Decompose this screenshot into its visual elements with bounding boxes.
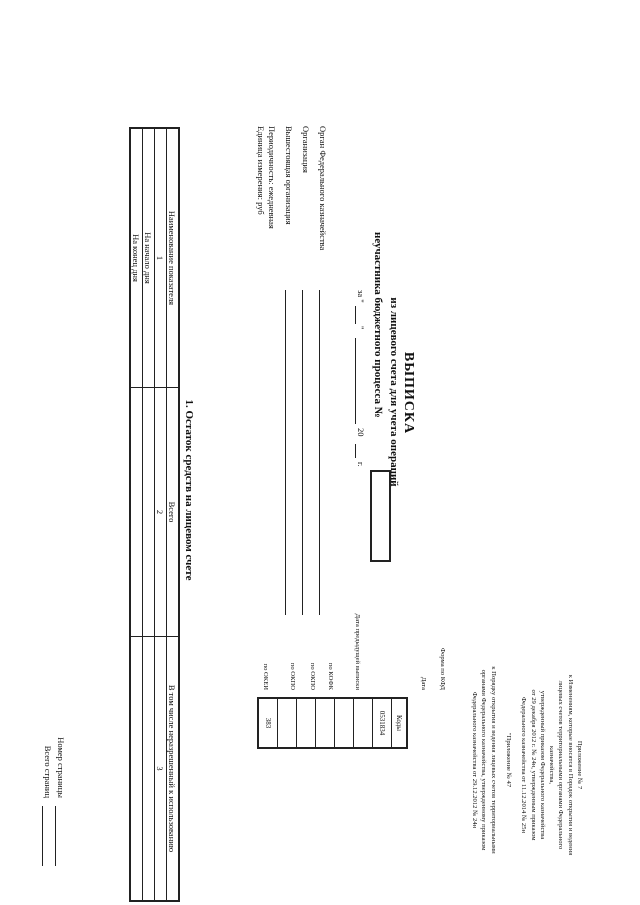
balance-row-label: На начало дня [143,128,155,388]
label-okpo-2: по ОКПО [289,662,296,690]
label-prev-date: Дата предыдущей выписки [354,613,361,690]
process-number-box [370,470,391,562]
date-prefix: за " [356,290,366,303]
code-okei-value: 383 [258,698,278,748]
balance-row-label: На конец дня [130,128,143,388]
date-century: 20 [356,428,366,437]
appendix-47-line: органами Федерального казначейства, утвержденному приказом [480,669,488,851]
field-federal-treasury-body: Орган Федерального казначейства [318,126,328,251]
total-pages-label: Всего страниц [43,745,53,798]
appendix-47-line: к Порядку открытия и ведения лицевых счетов территориальными [489,666,497,854]
total-pages-line [42,806,43,866]
balance-cell [143,637,155,902]
section-1-title: 1. Остаток средств на лицевом счете [183,399,195,581]
federal-treasury-body-line [319,290,320,615]
label-okpo: по ОКПО [309,662,316,690]
field-periodicity: Периодичность: ежедневная [267,126,277,229]
document-title: ВЫПИСКА [401,351,416,435]
balance-table [129,127,180,902]
date-month-blank [355,338,356,424]
balance-col-number: 3 [155,637,167,902]
label-okei: по ОКЕИ [262,663,269,690]
page-number-label: Номер страницы [56,737,66,798]
code-date-value [354,698,373,748]
document-subtitle-1: из лицевого счета для учета операций [388,297,400,487]
field-organization: Организация [301,126,311,173]
code-okud-value: 0531834 [373,698,392,748]
appendix-47-line: Федерального казначейства от 29.12.2012 № 24н [471,691,479,829]
balance-col-header: В том числе неразрешенный к использованию [167,637,180,902]
appendix-7-line: от 29 декабря 2012 г. № 24н, утвержденным приказом [529,689,537,841]
code-okpo-value [297,698,316,748]
code-prev-date-value [335,698,354,748]
codes-header: Коды [392,698,408,748]
date-day-blank [355,306,356,324]
superior-organization-line [285,290,286,615]
appendix-7-block [519,670,584,860]
date-year-blank [355,444,356,458]
page-number-line [55,806,56,866]
date-year-suffix: г. [356,462,366,467]
code-kofk-value [316,698,335,748]
field-unit: Единица измерения: руб [256,126,266,215]
label-okud: Форма по КФД [439,647,446,690]
appendix-7-line: лицевых счетов территориальными органами Федерального казначейства, [548,680,565,850]
balance-col-number: 1 [155,128,167,388]
balance-col-header: Наименование показателя [167,128,180,388]
balance-cell [143,388,155,637]
appendix-7-line: утвержденный приказом Федерального казначейства [538,690,546,840]
label-kofk: по КОФК [327,662,334,690]
balance-col-header: Всего [167,388,180,637]
balance-cell [130,388,143,637]
balance-cell [130,637,143,902]
organization-line [302,290,303,615]
code-okpo-2-value [278,698,297,748]
date-quote: " [356,326,366,330]
appendix-47-title: "Приложение № 47 [505,732,512,788]
label-date: Дата [420,676,427,690]
appendix-7-line: Федерального казначейства от 11.12.2014 № 25н [520,696,528,834]
field-superior-organization: Вышестоящая организация [284,126,294,225]
balance-col-number: 2 [155,388,167,637]
appendix-47-block [470,650,513,870]
document-subtitle-2: неучастника бюджетного процесса № [372,232,384,418]
appendix-7-title: Приложение № 7 [576,740,583,790]
codes-table [257,697,408,749]
appendix-7-line: к Изменениям, которые вносятся в Порядок открытия и ведения [566,674,574,856]
